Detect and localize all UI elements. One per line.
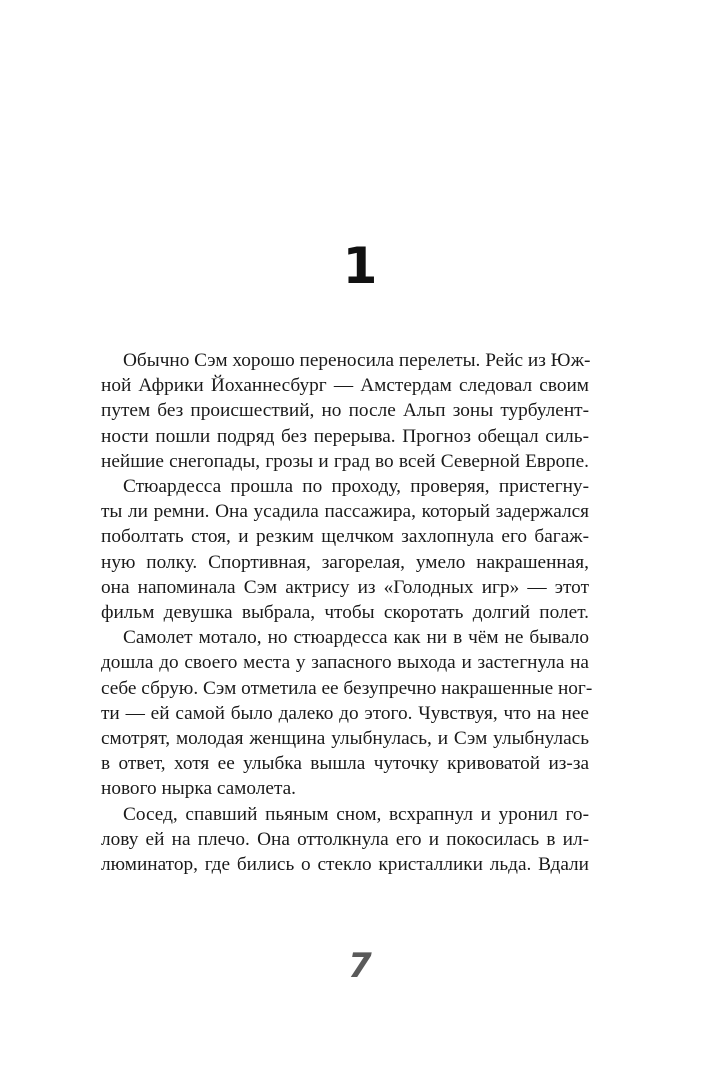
text-line: нового нырка самолета. [101,778,296,800]
text-line: Стюардесса прошла по проходу, проверяя, пристегну- [123,476,589,498]
text-line: люминатор, где бились о стекло кристаллики льда. Вдали [101,854,589,876]
text-line: лову ей на плечо. Она оттолкнула его и покосилась в ил- [101,828,589,850]
text-line: себе сбрую. Сэм отметила ее безупречно накрашенные ног- [101,677,593,699]
text-line: ности пошли подряд без перерыва. Прогноз обещал силь- [101,425,589,447]
text-line: ную полку. Спортивная, загорелая, умело накрашенная, [101,551,589,573]
text-line: поболтать стоя, и резким щелчком захлопнула его багаж- [101,526,589,548]
text-line: Сосед, спавший пьяным сном, всхрапнул и уронил го- [123,803,589,825]
text-line: дошла до своего места у запасного выхода и застегнула на [101,652,589,674]
text-line: ты ли ремни. Она усадила пассажира, который задержался [101,501,589,523]
paragraph [101,802,589,878]
chapter-number: 1 [342,237,378,295]
text-line: ной Африки Йоханнесбург — Амстердам следовал своим [101,375,589,397]
paragraph [101,474,589,625]
paragraph [101,348,589,474]
text-line: в ответ, хотя ее улыбка вышла чуточку кривоватой из-за [101,753,589,775]
text-line: она напоминала Сэм актрису из «Голодных игр» — этот [101,576,589,598]
text-line: смотрят, молодая женщина улыбнулась, и Сэм улыбнулась [101,728,589,750]
text-line: Обычно Сэм хорошо переносила перелеты. Рейс из Юж- [123,350,591,371]
text-line: Самолет мотало, но стюардесса как ни в чём не бывало [123,627,589,649]
text-line: путем без происшествий, но после Альп зоны турбулент- [101,400,589,422]
paragraph [101,625,593,801]
text-line: ти — ей самой было далеко до этого. Чувствуя, что на нее [101,702,589,724]
text-line: фильм девушка выбрала, чтобы скоротать долгий полет. [101,602,589,624]
text-line: нейшие снегопады, грозы и град во всей Северной Европе. [101,450,589,472]
page-number: 7 [348,946,372,986]
body-text [101,348,593,877]
